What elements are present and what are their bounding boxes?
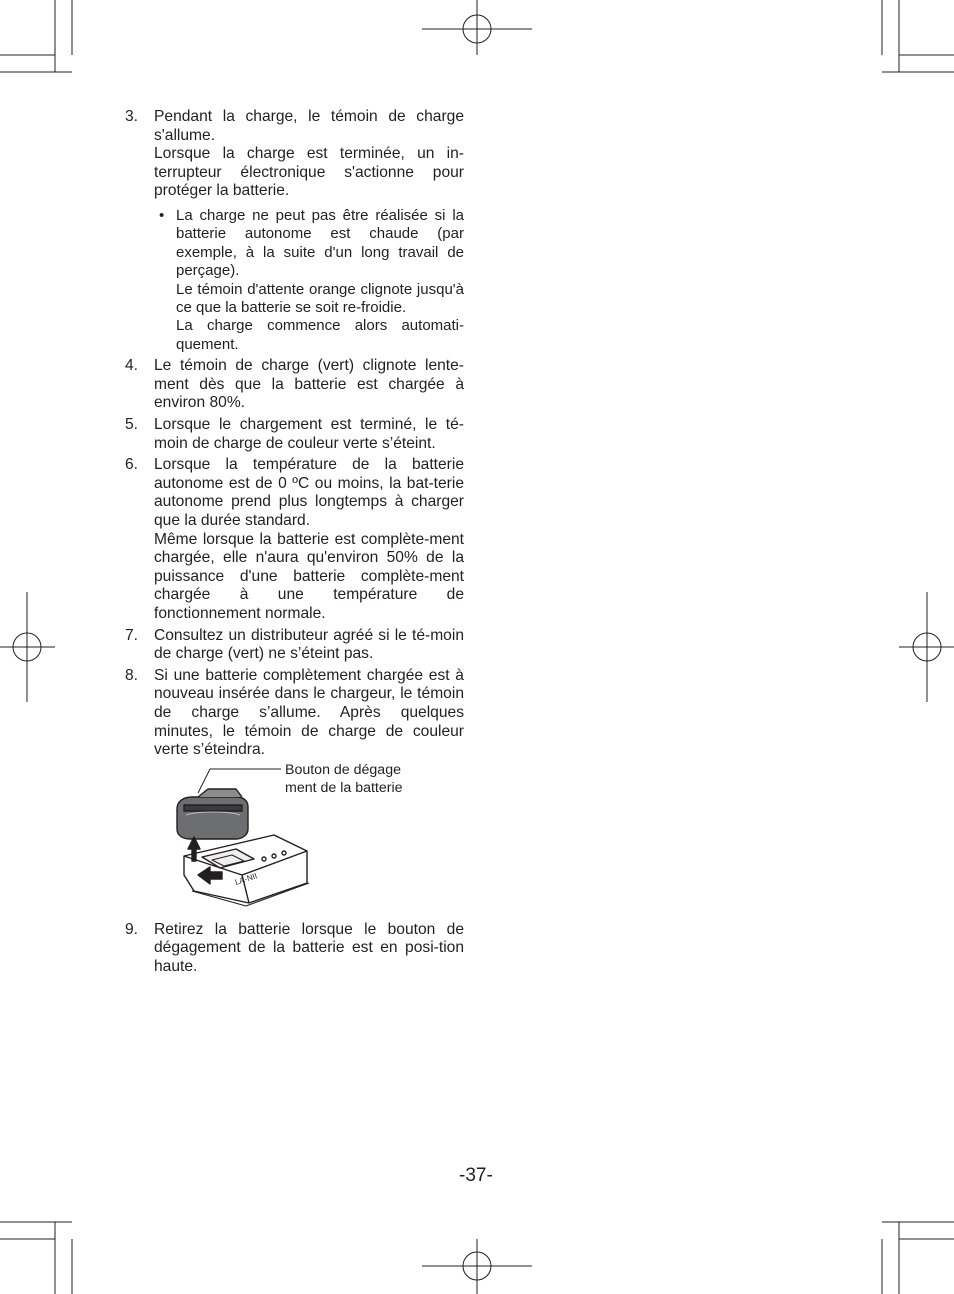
step-number: 4. [125,357,139,375]
battery-pack [177,797,248,839]
bullet-text: Le témoin d'attente orange clignote jusqu'à ce que la batterie se soit re-froidie. [176,280,464,316]
step-text: Lorsque la température de la batterie autonome est de 0 ºC ou moins, la bat-terie autonome prend plus longtemps à charger que la durée standard. [154,456,464,529]
step-number: 7. [125,626,139,644]
step-text: Lorsque la charge est terminée, un in-terrupteur électronique s'actionne pour protéger la batterie. [154,145,464,200]
instructions-column [124,108,464,979]
step-text: Consultez un distributeur agréé si le té-moin de charge (vert) ne s’éteint pas. [154,626,464,663]
bullet-text: La charge ne peut pas être réalisée si la batterie autonome est chaude (par exemple, à la suite d'un long travail de perçage). [176,206,464,280]
step-text: Si une batterie complètement chargée est à nouveau insérée dans le chargeur, le témoin de charge s’allume. Après quelques minutes, le témoin de charge de couleur verte s’éteindra. [154,666,464,759]
bullet-list [154,207,464,354]
step-6 [124,456,464,623]
step-4 [124,357,464,413]
step-text: Même lorsque la batterie est complète-ment chargée, elle n'aura qu'environ 50% de la puissance d'une batterie complète-ment chargée à une température de fonctionnement normale. [154,530,464,622]
bullet-marker: • [159,206,165,224]
step-number: 8. [125,666,139,684]
step-number: 6. [125,456,139,474]
charger-body [184,835,307,903]
step-text: Retirez la batterie lorsque le bouton de dégagement de la batterie est en posi-tion haute. [154,920,464,975]
page-number: -37- [459,1165,493,1186]
step-7 [124,627,464,664]
step-number: 3. [125,108,139,125]
callout-line: ment de la batterie [285,779,403,796]
step-text: Le témoin de charge (vert) clignote lente-ment dès que la batterie est chargée à environ 80%. [154,357,464,412]
step-8 [124,667,464,760]
svg-text:LA-NII: LA-NII [233,871,259,887]
step-3 [124,108,464,354]
step-number: 9. [125,920,139,938]
bullet-item [154,207,464,354]
step-text: Pendant la charge, le témoin de charge s'allume. [154,108,464,144]
bullet-text: La charge commence alors automati-quement. [176,317,464,353]
charger-illustration [124,763,464,917]
step-text: Lorsque le chargement est terminé, le té-moin de charge de couleur verte s’éteint. [154,416,464,452]
callout-label [285,761,403,797]
step-5 [124,416,464,453]
callout-line: Bouton de dégage [285,761,401,778]
step-9 [124,921,464,977]
step-number: 5. [125,416,139,433]
